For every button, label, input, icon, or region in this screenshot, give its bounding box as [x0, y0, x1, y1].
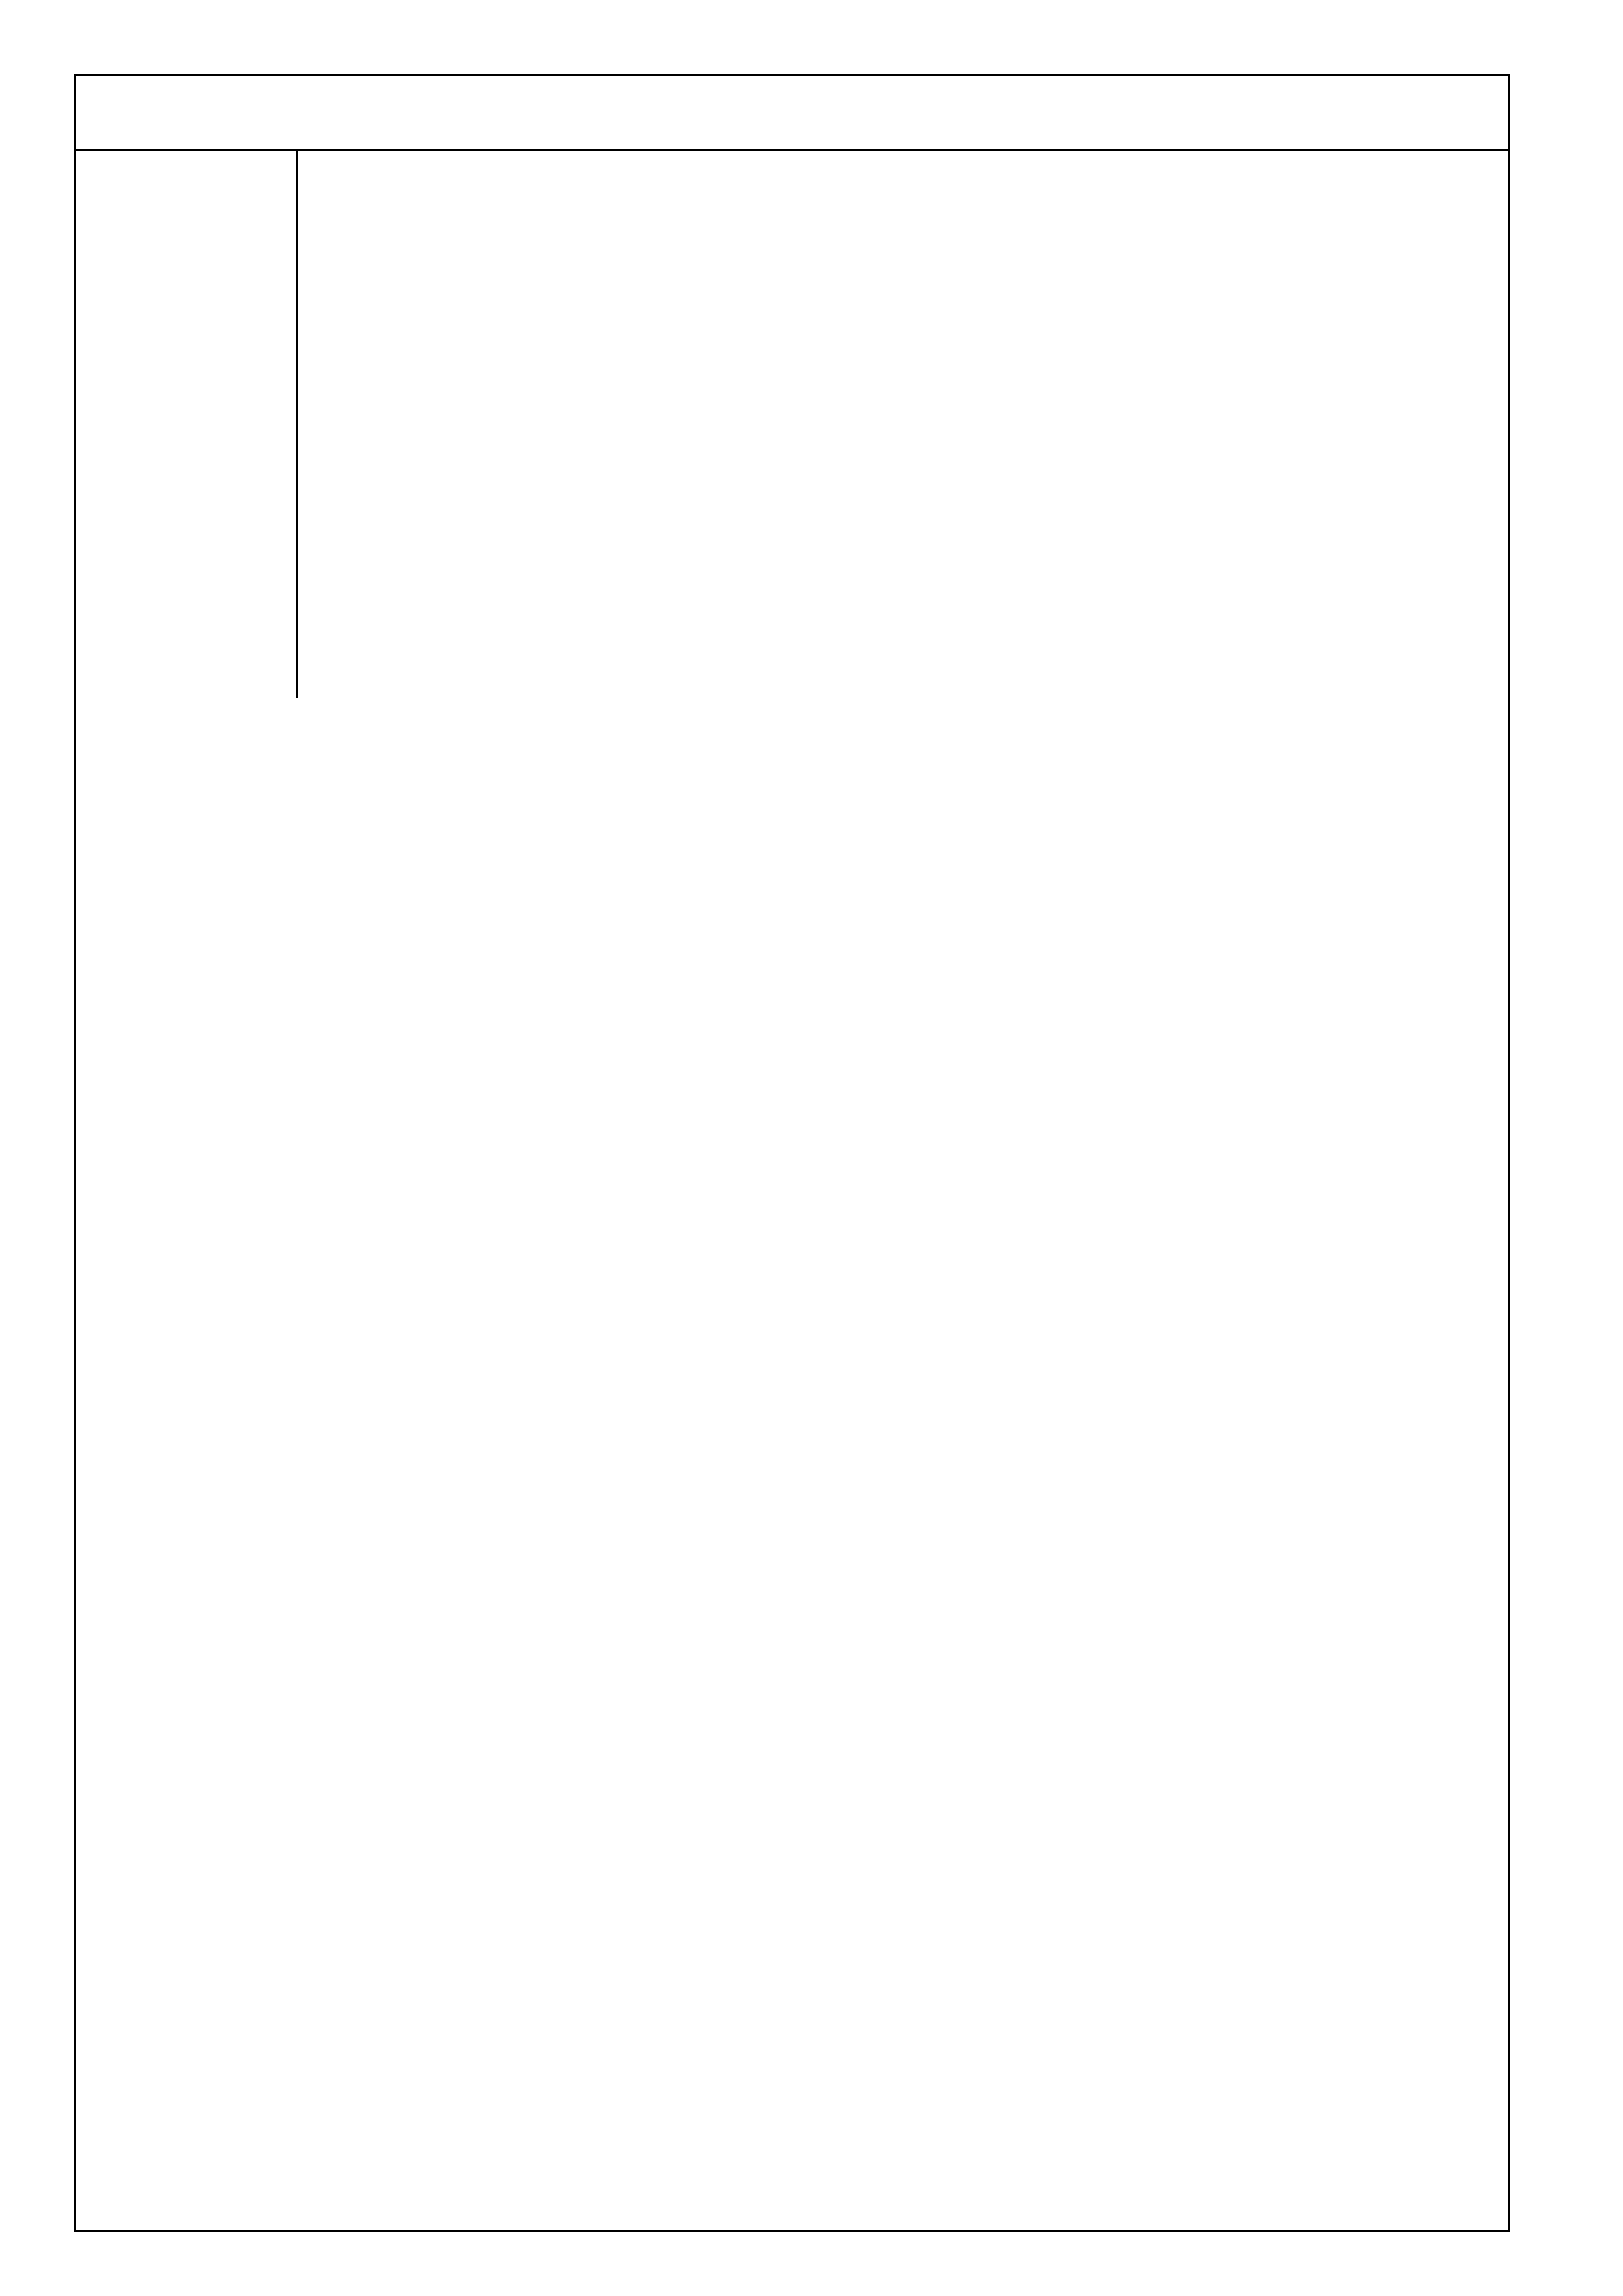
- regime-codes-table: [74, 74, 1510, 2232]
- section-body-b: [76, 151, 1508, 698]
- section-header-b: [76, 76, 1508, 151]
- column-divider: [296, 151, 298, 698]
